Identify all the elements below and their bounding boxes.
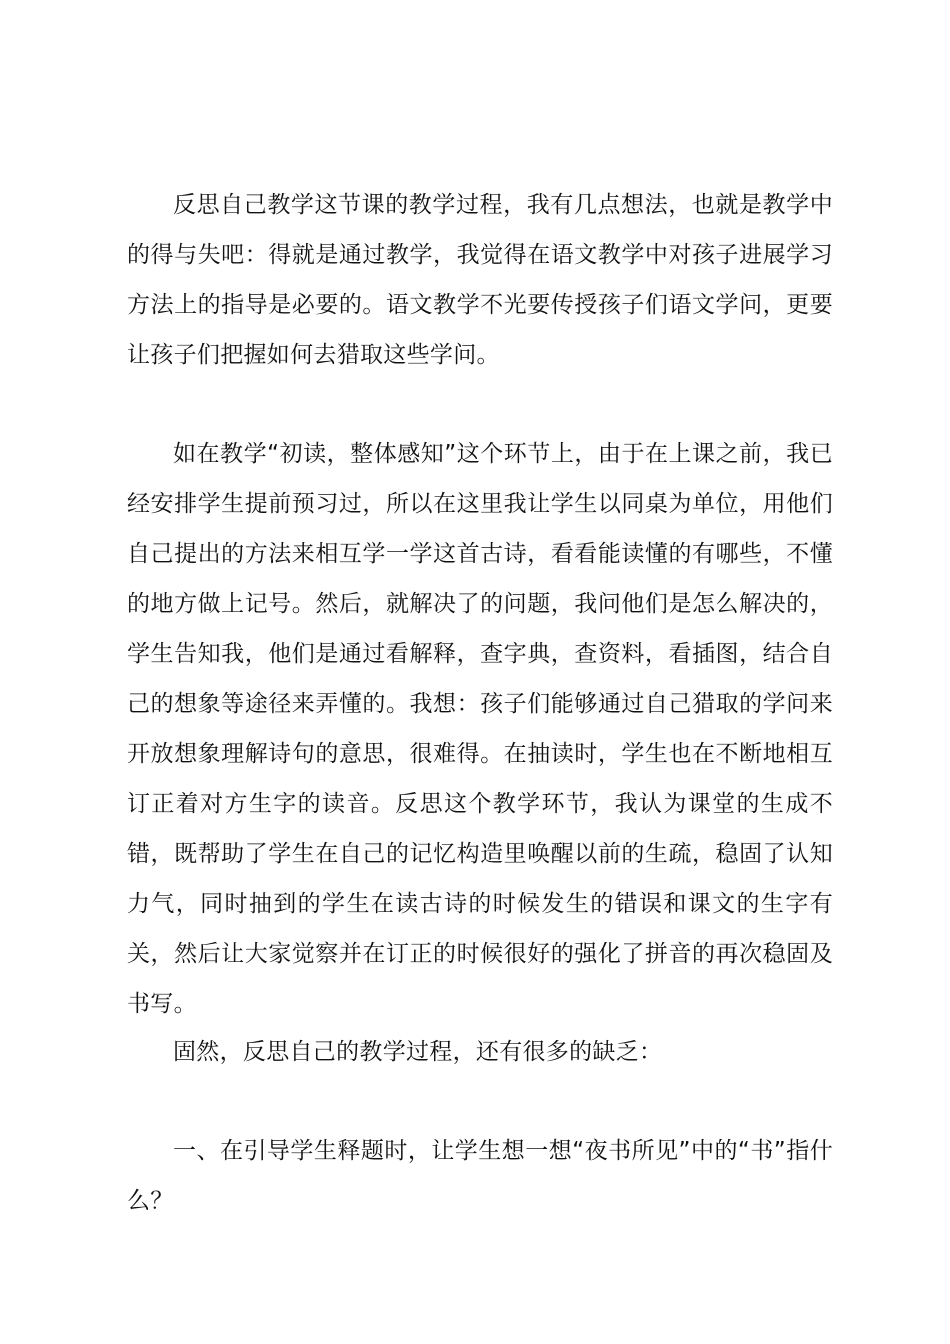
paragraph-point-one: 一、在引导学生释题时，让学生想一想“夜书所见”中的“书”指什么？ xyxy=(127,1138,833,1214)
paragraph-reflection-intro: 反思自己教学这节课的教学过程，我有几点想法，也就是教学中的得与失吧：得就是通过教学，我觉得在语文教学中对孩子进展学习方法上的指导是必要的。语文教学不光要传授孩子们语文学问，更要让孩子们把握如何去猎取这些学问。 xyxy=(127,192,833,368)
paragraph-first-reading-segment: 如在教学“初读，整体感知”这个环节上，由于在上课之前，我已经安排学生提前预习过，所以在这里我让学生以同桌为单位，用他们自己提出的方法来相互学一学这首古诗，看看能读懂的有哪些，不懂的地方做上记号。然后，就解决了的问题，我问他们是怎么解决的，学生告知我，他们是通过看解释，查字典，查资料，看插图，结合自己的想象等途径来弄懂的。我想：孩子们能够通过自己猎取的学问来开放想象理解诗句的意思，很难得。在抽读时，学生也在不断地相互订正着对方生字的读音。反思这个教学环节，我认为课堂的生成不错，既帮助了学生在自己的记忆构造里唤醒以前的生疏，稳固了认知力气，同时抽到的学生在读古诗的时候发生的错误和课文的生字有关，然后让大家觉察并在订正的时候很好的强化了拼音的再次稳固及书写。 xyxy=(127,441,833,1017)
paragraph-shortcomings-intro: 固然，反思自己的教学过程，还有很多的缺乏： xyxy=(173,1039,663,1065)
